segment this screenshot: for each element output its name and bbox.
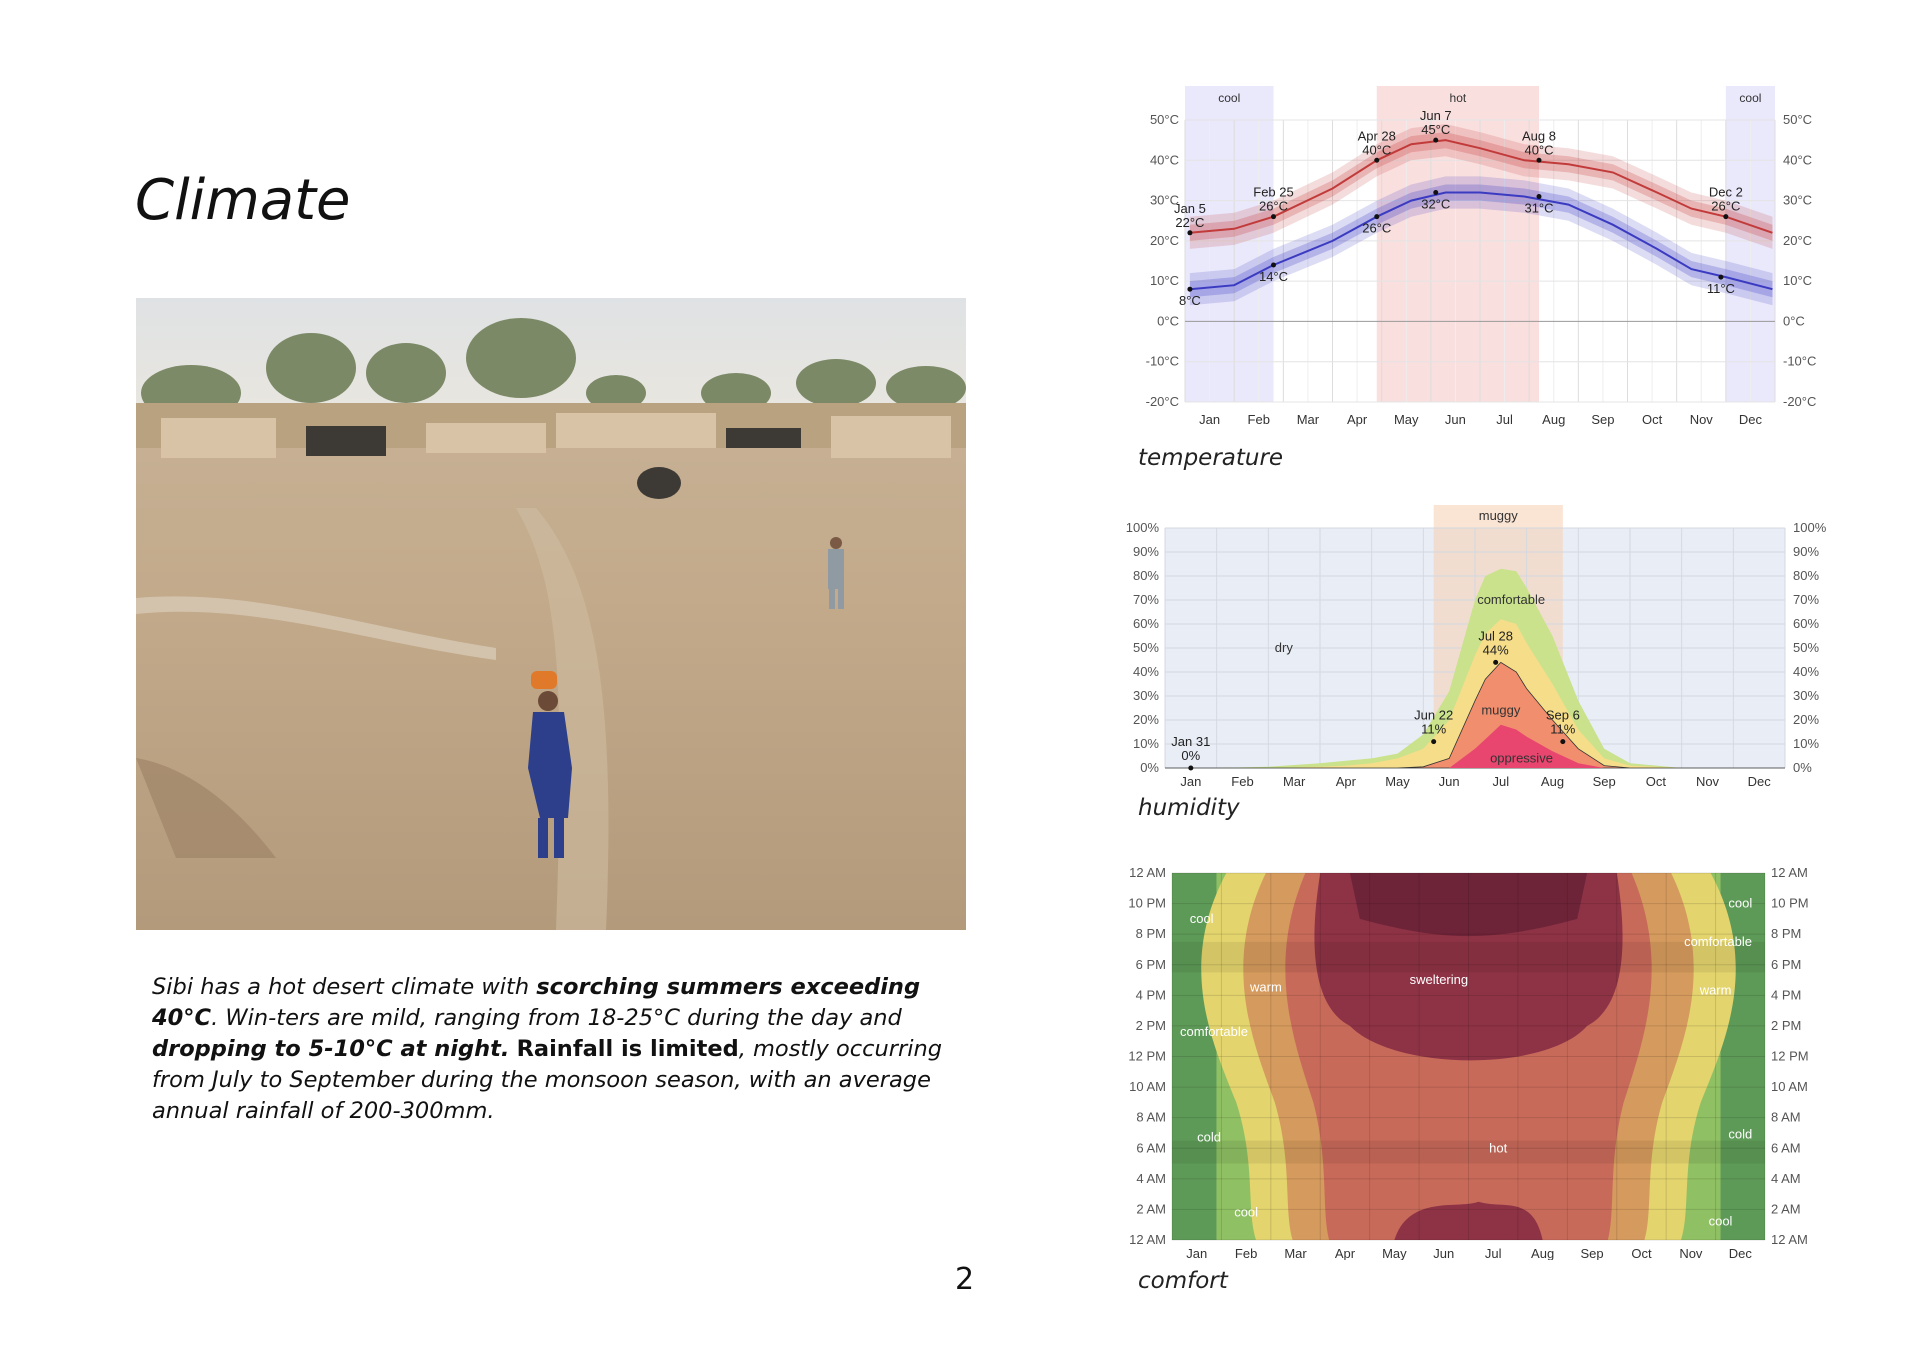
y-tick-label-left: 80% xyxy=(1132,568,1159,583)
annotation-dot xyxy=(1374,214,1379,219)
band-label: muggy xyxy=(1478,508,1518,523)
annotation-dot xyxy=(1187,287,1192,292)
x-tick-label: Aug xyxy=(1540,774,1565,789)
annotation-dot xyxy=(1374,158,1379,163)
y-tick-label-left: 10% xyxy=(1132,736,1159,751)
region-label: muggy xyxy=(1481,702,1521,718)
y-tick-label-left: 0% xyxy=(1140,760,1159,775)
paragraph-segment: scorching summers exceeding 40°C xyxy=(152,974,921,1031)
region-label: comfortable xyxy=(1180,1024,1248,1040)
annotation-dot xyxy=(1718,275,1723,280)
y-tick-label-right: 30°C xyxy=(1783,192,1813,208)
x-tick-label: Apr xyxy=(1346,412,1368,427)
annotation-label: 31°C xyxy=(1524,200,1554,216)
annotation-label: 45°C xyxy=(1421,122,1451,138)
y-tick-label-right: 20°C xyxy=(1783,232,1813,248)
annotation-label: Jun 7 xyxy=(1419,108,1452,124)
region-label: cold xyxy=(1197,1129,1221,1145)
annotation-dot xyxy=(1723,214,1728,219)
x-tick-label: Sep xyxy=(1580,1246,1604,1260)
y-tick-label-left: 2 PM xyxy=(1135,1017,1166,1033)
region-label: warm xyxy=(1250,979,1282,995)
y-tick-label-right: 10 PM xyxy=(1771,895,1809,911)
y-tick-label-left: 4 PM xyxy=(1135,987,1166,1003)
y-tick-label-right: 4 AM xyxy=(1771,1170,1801,1186)
x-tick-label: Jun xyxy=(1438,774,1460,789)
annotation-label: Jul 28 xyxy=(1478,628,1514,644)
annotation-dot xyxy=(1271,214,1276,219)
page-title: Climate xyxy=(135,168,351,233)
annotation-dot xyxy=(1271,263,1276,268)
temperature-chart xyxy=(1130,80,1820,435)
band-label: cool xyxy=(1218,91,1241,105)
x-tick-label: Nov xyxy=(1695,774,1720,789)
annotation-label: 26°C xyxy=(1258,198,1289,214)
y-tick-label-right: 6 AM xyxy=(1771,1140,1801,1156)
y-tick-label-left: 30% xyxy=(1132,688,1159,703)
paragraph-segment xyxy=(509,1036,516,1062)
y-tick-label-right: -10°C xyxy=(1783,353,1817,369)
region-label: comfortable xyxy=(1684,933,1753,949)
annotation-label: 32°C xyxy=(1421,196,1451,212)
y-tick-label-right: 20% xyxy=(1793,712,1820,727)
x-tick-label: Jan xyxy=(1199,412,1221,427)
x-tick-label: Nov xyxy=(1679,1246,1703,1260)
y-tick-label-left: 6 PM xyxy=(1135,956,1166,972)
y-tick-label-left: -10°C xyxy=(1145,353,1179,369)
annotation-label: Jan 31 xyxy=(1171,734,1211,749)
y-tick-label-right: 0°C xyxy=(1783,313,1805,329)
region-label: dry xyxy=(1274,640,1293,655)
y-tick-label-left: 12 AM xyxy=(1129,1232,1166,1247)
annotation-label: 22°C xyxy=(1175,214,1205,230)
y-tick-label-left: 100% xyxy=(1125,520,1159,535)
annotation-dot xyxy=(1493,660,1498,665)
paragraph-segment: , mostly occurring from July to September during the monsoon season, with an average annual rainfall of 200-300mm. xyxy=(152,1036,943,1124)
annotation-label: Apr 28 xyxy=(1357,128,1396,144)
annotation-label: 11% xyxy=(1421,721,1447,737)
annotation-label: Jan 5 xyxy=(1174,200,1206,216)
x-tick-label: May xyxy=(1385,774,1410,789)
annotation-dot xyxy=(1560,739,1565,744)
x-tick-label: Sep xyxy=(1591,412,1615,427)
annotation-label: Dec 2 xyxy=(1708,184,1743,200)
x-tick-label: Oct xyxy=(1631,1246,1652,1260)
y-tick-label-right: 90% xyxy=(1793,544,1820,559)
region-label: sweltering xyxy=(1409,972,1469,988)
annotation-label: 44% xyxy=(1482,642,1509,658)
annotation-dot xyxy=(1433,138,1438,143)
x-tick-label: Feb xyxy=(1247,412,1270,427)
region-label: comfortable xyxy=(1477,592,1546,607)
y-tick-label-left: 20°C xyxy=(1149,232,1179,248)
band-label: hot xyxy=(1449,91,1467,105)
annotation-label: 8°C xyxy=(1179,293,1201,309)
comfort-chart xyxy=(1110,855,1830,1260)
x-tick-label: Sep xyxy=(1592,774,1616,789)
y-tick-label-left: 6 AM xyxy=(1136,1140,1166,1156)
annotation-label: 14°C xyxy=(1258,269,1289,285)
x-tick-label: Dec xyxy=(1738,412,1762,427)
annotation-label: 26°C xyxy=(1362,220,1392,236)
y-tick-label-right: 50°C xyxy=(1783,112,1813,127)
annotation-label: Aug 8 xyxy=(1522,128,1556,144)
region-label: oppressive xyxy=(1490,750,1553,766)
humidity-chart xyxy=(1110,500,1830,800)
annotation-label: 40°C xyxy=(1524,142,1554,158)
y-tick-label-left: 10 AM xyxy=(1129,1079,1166,1095)
page-number: 2 xyxy=(955,1262,975,1297)
annotation-label: Jun 22 xyxy=(1414,707,1454,723)
paragraph-segment: dropping to 5-10°C at night. xyxy=(152,1036,510,1062)
y-tick-label-left: 40°C xyxy=(1149,152,1179,168)
temperature-caption: temperature xyxy=(1138,445,1284,471)
region-label: cool xyxy=(1189,910,1214,926)
y-tick-label-right: 8 PM xyxy=(1771,926,1802,942)
y-tick-label-left: 10 PM xyxy=(1128,895,1166,911)
village-photo xyxy=(136,298,966,930)
annotation-dot xyxy=(1433,190,1438,195)
y-tick-label-left: 50% xyxy=(1132,640,1159,655)
y-tick-label-right: 2 AM xyxy=(1771,1201,1801,1217)
y-tick-label-right: 40°C xyxy=(1783,152,1813,168)
x-tick-label: Jun xyxy=(1433,1246,1455,1260)
humidity-caption: humidity xyxy=(1138,795,1240,821)
y-tick-label-right: 12 AM xyxy=(1771,1232,1808,1247)
annotation-dot xyxy=(1537,194,1542,199)
y-tick-label-left: 20% xyxy=(1132,712,1159,727)
y-tick-label-left: 12 PM xyxy=(1128,1048,1166,1064)
annotation-dot xyxy=(1187,230,1192,235)
y-tick-label-left: 12 AM xyxy=(1129,865,1166,880)
y-tick-label-left: 90% xyxy=(1132,544,1159,559)
annotation-dot xyxy=(1537,158,1542,163)
x-tick-label: Apr xyxy=(1335,774,1356,789)
annotation-label: 11% xyxy=(1550,721,1576,737)
region-label: warm xyxy=(1699,982,1732,998)
y-tick-label-right: 80% xyxy=(1793,568,1820,583)
x-tick-label: Mar xyxy=(1282,774,1306,789)
y-tick-label-right: 50% xyxy=(1793,640,1820,655)
annotation-label: Sep 6 xyxy=(1545,707,1580,723)
x-tick-label: Feb xyxy=(1231,774,1254,789)
x-tick-label: Jul xyxy=(1496,412,1513,427)
y-tick-label-left: 60% xyxy=(1132,616,1159,631)
annotation-dot xyxy=(1188,766,1193,771)
y-tick-label-left: 50°C xyxy=(1149,112,1179,127)
paragraph-segment: Sibi has a hot desert climate with xyxy=(152,974,537,1000)
x-tick-label: Jul xyxy=(1492,774,1510,789)
y-tick-label-left: 30°C xyxy=(1149,192,1179,208)
x-tick-label: May xyxy=(1382,1246,1407,1260)
y-tick-label-right: 8 AM xyxy=(1771,1109,1801,1125)
y-tick-label-left: 8 AM xyxy=(1136,1109,1166,1125)
y-tick-label-right: 10 AM xyxy=(1771,1079,1808,1095)
x-tick-label: Jun xyxy=(1444,412,1466,427)
region-label: cool xyxy=(1234,1204,1259,1220)
region-label: hot xyxy=(1489,1140,1508,1156)
y-tick-label-right: 2 PM xyxy=(1771,1017,1802,1033)
x-tick-label: Apr xyxy=(1334,1246,1356,1260)
y-tick-label-right: 100% xyxy=(1793,520,1827,535)
y-tick-label-right: 12 AM xyxy=(1771,865,1808,880)
region-label: cold xyxy=(1728,1126,1753,1142)
x-tick-label: Oct xyxy=(1641,412,1663,427)
x-tick-label: Dec xyxy=(1728,1246,1752,1260)
y-tick-label-right: 12 PM xyxy=(1771,1048,1809,1064)
annotation-label: 11°C xyxy=(1706,281,1735,297)
y-tick-label-left: -20°C xyxy=(1145,394,1179,409)
x-tick-label: Aug xyxy=(1531,1246,1555,1260)
y-tick-label-right: -20°C xyxy=(1783,394,1817,409)
y-tick-label-left: 8 PM xyxy=(1135,926,1166,942)
annotation-label: 0% xyxy=(1181,748,1201,763)
paragraph-segment: Rainfall is limited xyxy=(516,1036,739,1062)
annotation-dot xyxy=(1431,739,1436,744)
region-label: cool xyxy=(1708,1213,1733,1229)
y-tick-label-right: 60% xyxy=(1793,616,1820,631)
y-tick-label-left: 70% xyxy=(1132,592,1159,607)
x-tick-label: Dec xyxy=(1747,774,1771,789)
x-tick-label: May xyxy=(1393,412,1419,427)
y-tick-label-right: 6 PM xyxy=(1771,956,1802,972)
annotation-label: 26°C xyxy=(1711,198,1741,214)
y-tick-label-left: 0°C xyxy=(1157,313,1179,329)
annotation-label: Feb 25 xyxy=(1253,184,1294,200)
y-tick-label-right: 70% xyxy=(1793,592,1820,607)
x-tick-label: Feb xyxy=(1234,1246,1258,1260)
comfort-caption: comfort xyxy=(1138,1268,1228,1294)
x-tick-label: Nov xyxy=(1689,412,1713,427)
band-label: cool xyxy=(1739,91,1762,105)
y-tick-label-right: 4 PM xyxy=(1771,987,1802,1003)
y-tick-label-left: 10°C xyxy=(1149,273,1179,289)
region-label: cool xyxy=(1728,895,1753,911)
y-tick-label-right: 30% xyxy=(1793,688,1820,703)
y-tick-label-left: 4 AM xyxy=(1136,1170,1166,1186)
x-tick-label: Jan xyxy=(1186,1246,1208,1260)
y-tick-label-left: 2 AM xyxy=(1136,1201,1166,1217)
x-tick-label: Aug xyxy=(1542,412,1566,427)
annotation-label: 40°C xyxy=(1362,142,1392,158)
x-tick-label: Oct xyxy=(1645,774,1666,789)
y-tick-label-right: 10°C xyxy=(1783,273,1813,289)
y-tick-label-right: 40% xyxy=(1793,664,1820,679)
x-tick-label: Mar xyxy=(1284,1246,1307,1260)
y-tick-label-right: 0% xyxy=(1793,760,1812,775)
climate-paragraph xyxy=(152,972,964,1127)
x-tick-label: Jan xyxy=(1180,774,1202,789)
y-tick-label-right: 10% xyxy=(1793,736,1820,751)
y-tick-label-left: 40% xyxy=(1132,664,1159,679)
x-tick-label: Jul xyxy=(1484,1246,1502,1260)
paragraph-segment: . Win-ters are mild, ranging from 18-25°C during the day and xyxy=(211,1005,902,1031)
x-tick-label: Mar xyxy=(1296,412,1320,427)
